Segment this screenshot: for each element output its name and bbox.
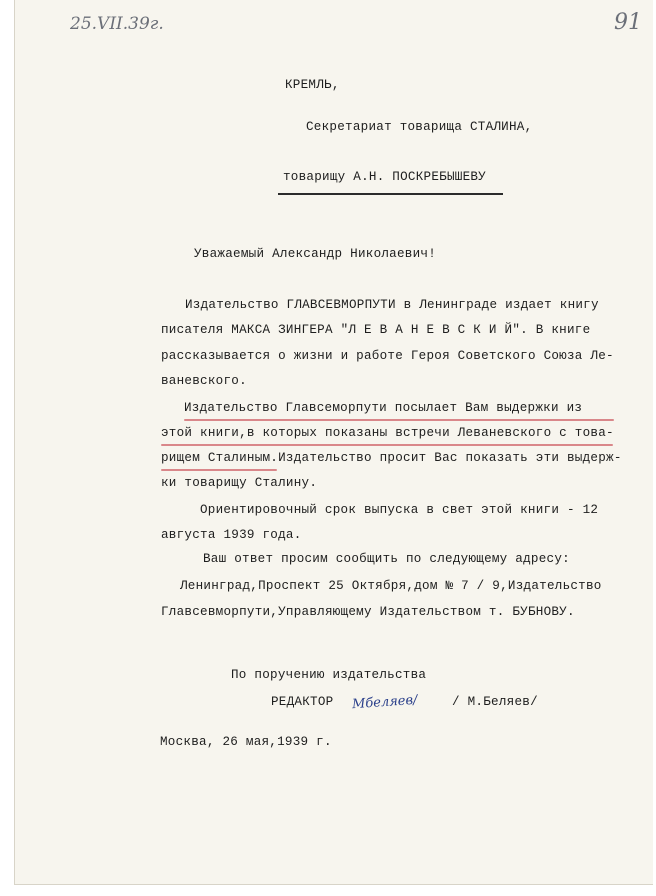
place-date: Москва, 26 мая,1939 г. <box>160 735 332 749</box>
body-line-8: ки товарищу Сталину. <box>161 476 318 490</box>
address-recipient: товарищу А.Н. ПОСКРЕБЫШЕВУ <box>283 170 486 184</box>
recipient-underline <box>278 193 503 195</box>
body-line-12: Ленинград,Проспект 25 Октября,дом № 7 / 9,Издательство <box>180 579 602 593</box>
highlight-underline-1 <box>184 419 614 421</box>
handwritten-date: 25.VII.39г. <box>70 14 164 34</box>
body-line-4: ваневского. <box>161 374 247 388</box>
body-line-7: рищем Сталиным.Издательство просит Вас показать эти выдерж- <box>161 451 622 465</box>
body-line-11: Ваш ответ просим сообщить по следующему адресу: <box>203 552 570 566</box>
handwritten-signature: Мбеляев/ <box>351 692 418 713</box>
body-line-9: Ориентировочный срок выпуска в свет этой книги - 12 <box>200 503 599 517</box>
closing-title: РЕДАКТОР <box>271 695 334 709</box>
highlight-underline-2 <box>161 444 613 446</box>
body-line-3: рассказывается о жизни и работе Героя Советского Союза Ле- <box>161 349 614 363</box>
body-line-6: этой книги,в которых показаны встречи Леваневского с това- <box>161 426 614 440</box>
handwritten-page-number: 91 <box>614 10 642 35</box>
address-secretariat: Секретариат товарища СТАЛИНА, <box>306 120 533 134</box>
closing-on-behalf: По поручению издательства <box>231 668 427 682</box>
highlight-underline-3 <box>161 469 277 471</box>
body-line-1: Издательство ГЛАВСЕВМОРПУТИ в Ленинграде издает книгу <box>185 298 599 312</box>
body-line-13: Главсевморпути,Управляющему Издательством т. БУБНОВУ. <box>161 605 575 619</box>
address-kremlin: КРЕМЛЬ, <box>285 78 340 92</box>
salutation: Уважаемый Александр Николаевич! <box>194 247 437 261</box>
body-line-5: Издательство Главсеморпути посылает Вам выдержки из <box>184 401 583 415</box>
body-line-2: писателя МАКСА ЗИНГЕРА "Л Е В А Н Е В С К И Й". В книге <box>161 323 591 337</box>
closing-name: / М.Беляев/ <box>452 695 538 709</box>
body-line-10: августа 1939 года. <box>161 528 302 542</box>
